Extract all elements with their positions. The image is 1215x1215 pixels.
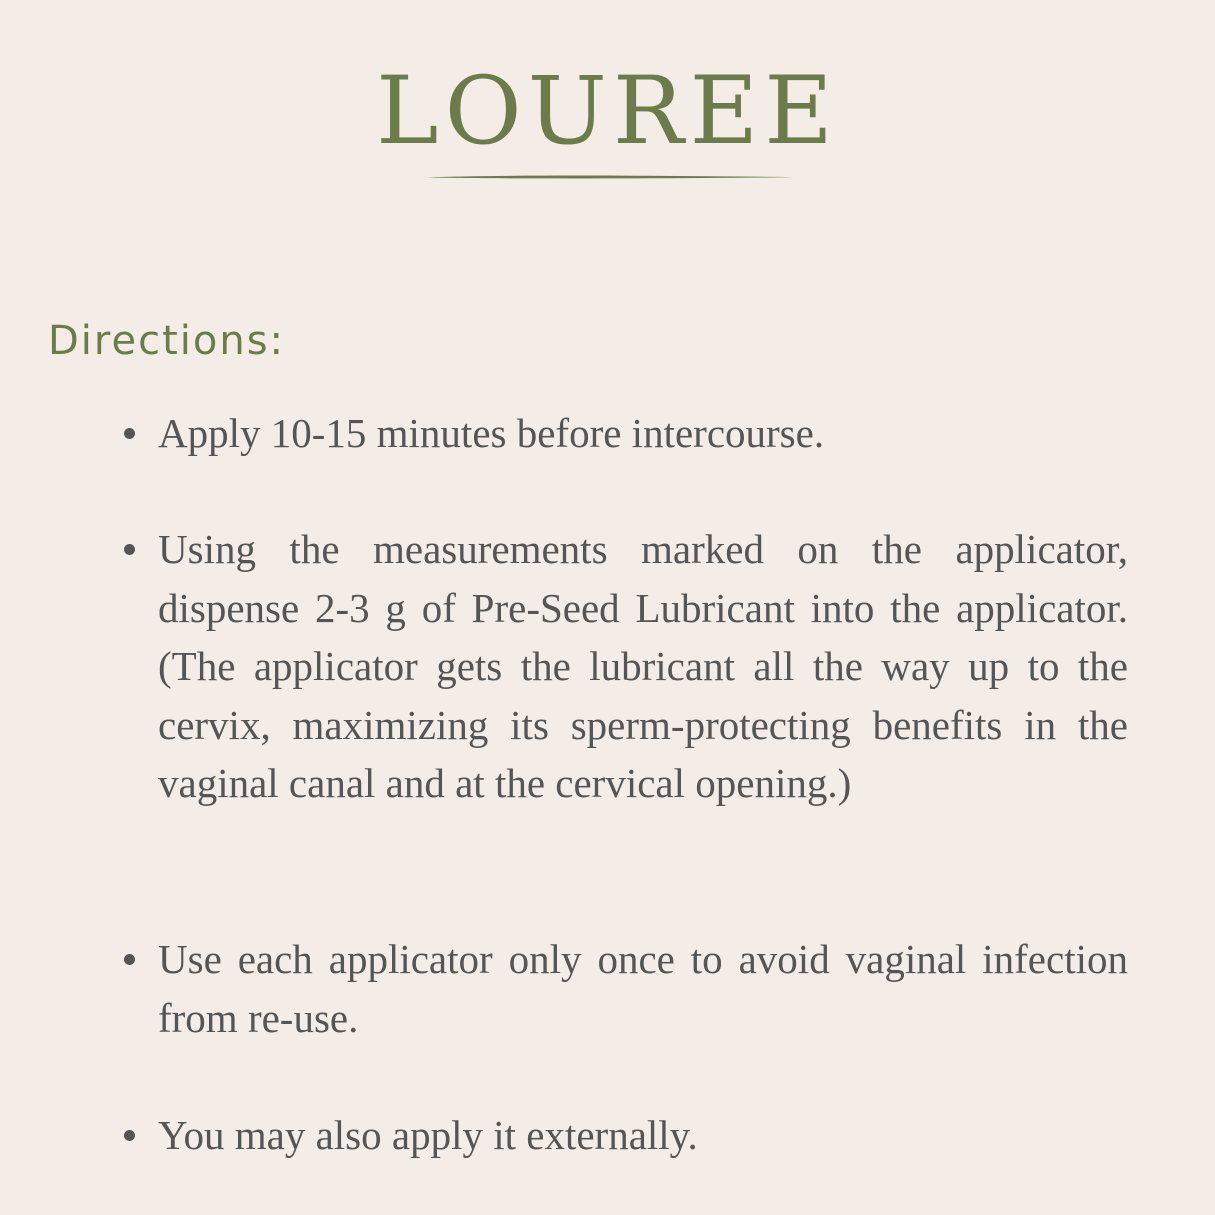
direction-text: Use each applicator only once to avoid vaginal infection from re-use. bbox=[158, 936, 1128, 1041]
direction-item bbox=[158, 520, 1128, 813]
direction-item bbox=[158, 404, 1128, 463]
bullet-icon bbox=[124, 544, 135, 555]
bullet-icon bbox=[124, 1130, 135, 1141]
brand-underline bbox=[424, 174, 794, 180]
brand-logo-text: LOUREE bbox=[376, 57, 839, 166]
direction-item bbox=[158, 930, 1128, 1047]
bullet-icon bbox=[124, 428, 135, 439]
direction-text: You may also apply it externally. bbox=[158, 1112, 698, 1158]
direction-text: Using the measurements marked on the applicator, dispense 2-3 g of Pre-Seed Lubricant into the applicator. (The applicator gets the lubricant all the way up to the cervix, maximizing its sperm-protecting benefits in the vaginal canal and at the cervical opening.) bbox=[158, 526, 1128, 806]
direction-item bbox=[158, 1106, 1128, 1165]
bullet-icon bbox=[124, 954, 135, 965]
directions-heading: Directions: bbox=[48, 318, 286, 364]
direction-text: Apply 10-15 minutes before intercourse. bbox=[158, 410, 825, 456]
